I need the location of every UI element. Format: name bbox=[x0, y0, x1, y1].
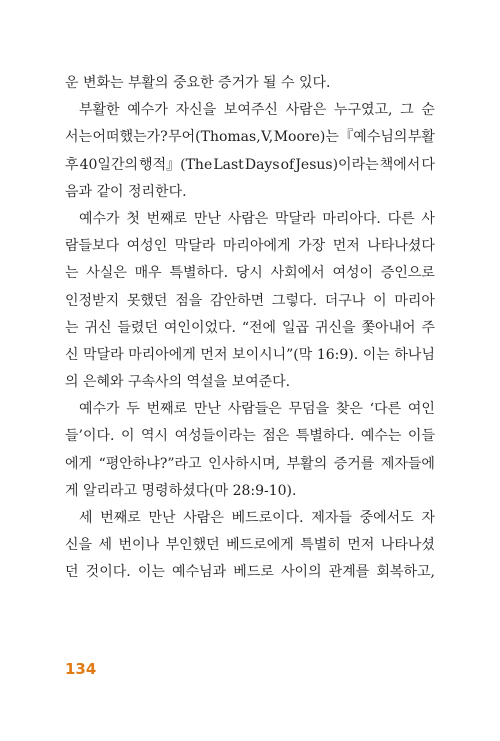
text-line: 음과 같이 정리한다. bbox=[65, 183, 187, 200]
text-line: 신 막달라 마리아에게 먼저 보이시니”(막 16:9). 이는 하나님 bbox=[65, 346, 435, 363]
text-line: 예수가 첫 번째로 만난 사람은 막달라 마리아다. 다른 사 bbox=[79, 210, 435, 227]
body-text bbox=[65, 70, 435, 587]
text-line: 들’이다. 이 역시 여성들이라는 점은 특별하다. 예수는 이들 bbox=[65, 428, 435, 445]
text-line: 후 40일간의 행적』(The Last Days of Jesus)이라는 책에서 다 bbox=[65, 156, 435, 173]
text-line: 부활한 예수가 자신을 보여주신 사람은 누구였고, 그 순 bbox=[79, 102, 435, 119]
text-line: 의 은혜와 구속사의 역설을 보여준다. bbox=[65, 374, 291, 391]
text-line: 는 귀신 들렸던 여인이었다. “전에 일곱 귀신을 쫓아내어 주 bbox=[65, 319, 435, 336]
text-line: 에게 “평안하냐?”라고 인사하시며, 부활의 증거를 제자들에 bbox=[65, 455, 435, 472]
text-line: 는 사실은 매우 특별하다. 당시 사회에서 여성이 증인으로 bbox=[65, 265, 435, 282]
text-line: 서는 어떠했는가? 무어(Thomas, V, Moore)는 『예수님의 부활 bbox=[65, 129, 435, 146]
text-line: 신을 세 번이나 부인했던 베드로에게 특별히 먼저 나타나셨 bbox=[65, 537, 435, 554]
page-number: 134 bbox=[65, 660, 97, 678]
text-line: 세 번째로 만난 사람은 베드로이다. 제자들 중에서도 자 bbox=[79, 510, 435, 526]
text-line: 인정받지 못했던 점을 감안하면 그렇다. 더구나 이 마리아 bbox=[65, 292, 435, 309]
text-line: 예수가 두 번째로 만난 사람들은 무덤을 찾은 ‘다른 여인 bbox=[79, 401, 435, 418]
text-line: 람들보다 여성인 막달라 마리아에게 가장 먼저 나타나셨다 bbox=[65, 238, 435, 255]
text-line: 게 알리라고 명령하셨다(마 28:9-10). bbox=[65, 482, 297, 499]
text-line: 운 변화는 부활의 중요한 증거가 될 수 있다. bbox=[65, 75, 331, 91]
text-line: 던 것이다. 이는 예수님과 베드로 사이의 관계를 회복하고, bbox=[65, 564, 435, 581]
